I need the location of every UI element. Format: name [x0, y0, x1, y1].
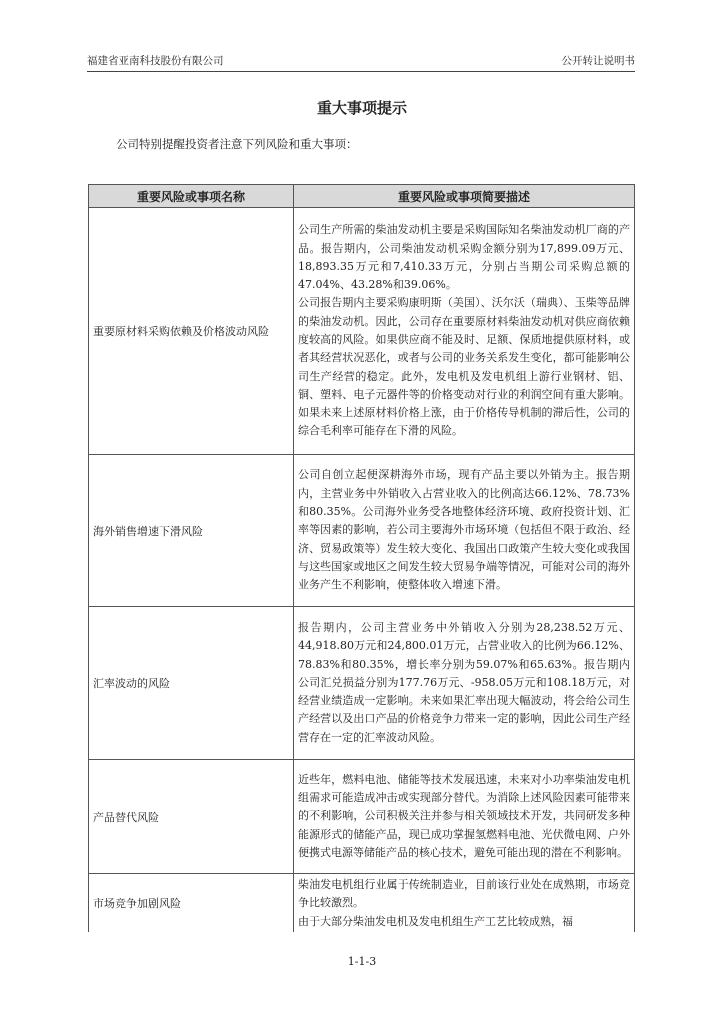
- risk-description: [294, 760, 635, 874]
- table-row: [89, 760, 635, 874]
- page-header: [87, 50, 635, 72]
- risk-name: 汇率波动的风险: [89, 607, 294, 760]
- table-row: [89, 607, 635, 760]
- risk-name: 重要原材料采购依赖及价格波动风险: [89, 208, 294, 455]
- risk-name: 海外销售增速下滑风险: [89, 455, 294, 607]
- risk-paragraph: 公司生产所需的柴油发动机主要是采购国际知名柴油发动机厂商的产品。报告期内，公司柴油发动机采购金额分别为17,899.09万元、18,893.35万元和7,410.33万元，分别占当期公司采购总额的47.04%、43.28%和39.06%。: [298, 223, 630, 292]
- page-title: 重大事项提示: [316, 99, 407, 117]
- header-company: 福建省亚南科技股份有限公司: [87, 55, 224, 67]
- table-row: [89, 874, 635, 933]
- risk-paragraph: 公司报告期内主要采购康明斯（美国）、沃尔沃（瑞典）、玉柴等品牌的柴油发动机。因此，公司存在重要原材料柴油发动机对供应商依赖度较高的风险。如果供应商不能及时、足额、保质地提供原材料，或者其经营状况恶化，或者与公司的业务关系发生变化，都可能影响公司生产经营的稳定。此外，发电机及发电机组上游行业钢材、铝、铜、塑料、电子元器件等的价格变动对行业的利润空间有重大影响。如果未来上述原材料价格上涨，由于价格传导机制的滞后性，公司的综合毛利率可能存在下滑的风险。: [298, 296, 630, 438]
- risk-paragraph: 公司自创立起便深耕海外市场，现有产品主要以外销为主。报告期内，主营业务中外销收入占营业收入的比例高达66.12%、78.73%和80.35%。公司海外业务受各地整体经济环境、政府投资计划、汇率等因素的影响，若公司主要海外市场环境（包括但不限于政治、经济、贸易政策等）发生较大变化、我国出口政策产生较大变化或我国与这些国家或地区之间发生较大贸易争端等情况，可能对公司的海外业务产生不利影响，使整体收入增速下滑。: [298, 468, 630, 592]
- column-header-description: 重要风险或事项简要描述: [294, 185, 635, 208]
- risk-description: [294, 874, 635, 933]
- table-header-row: [89, 185, 635, 208]
- risk-table-wrapper: [88, 184, 635, 932]
- risk-paragraph: 由于大部分柴油发电机及发电机组生产工艺比较成熟，福: [298, 914, 573, 928]
- risk-name: 市场竞争加剧风险: [89, 874, 294, 933]
- intro-text: 公司特别提醒投资者注意下列风险和重大事项：: [116, 137, 358, 151]
- table-row: [89, 455, 635, 607]
- risk-description: [294, 208, 635, 455]
- risk-paragraph: 柴油发电机组行业属于传统制造业，目前该行业处在成熟期，市场竞争比较激烈。: [298, 878, 630, 910]
- page-number: 1-1-3: [347, 955, 377, 968]
- risk-description: [294, 455, 635, 607]
- header-doc-type: 公开转让说明书: [561, 55, 635, 67]
- column-header-name: 重要风险或事项名称: [89, 185, 294, 208]
- risk-name: 产品替代风险: [89, 760, 294, 874]
- risk-description: [294, 607, 635, 760]
- risk-table: [88, 184, 635, 932]
- risk-paragraph: 报告期内，公司主营业务中外销收入分别为28,238.52万元、44,918.80万元和24,800.01万元，占营业收入的比例为66.12%、78.83%和80.35%，增长率分别为59.07%和65.63%。报告期内公司汇兑损益分别为177.76万元、-958.05万元和108.18万元，对经营业绩造成一定影响。未来如果汇率出现大幅波动，将会给公司生产经营以及出口产品的价格竞争力带来一定的影响，因此公司生产经营存在一定的汇率波动风险。: [298, 620, 630, 744]
- table-row: [89, 208, 635, 455]
- risk-paragraph: 近些年，燃料电池、储能等技术发展迅速，未来对小功率柴油发电机组需求可能造成冲击或实现部分替代。为消除上述风险因素可能带来的不利影响，公司积极关注并参与相关领域技术开发，共同研发多种能源形式的储能产品，现已成功掌握氢燃料电池、光伏微电网、户外便携式电源等储能产品的核心技术，避免可能出现的潜在不利影响。: [298, 772, 630, 859]
